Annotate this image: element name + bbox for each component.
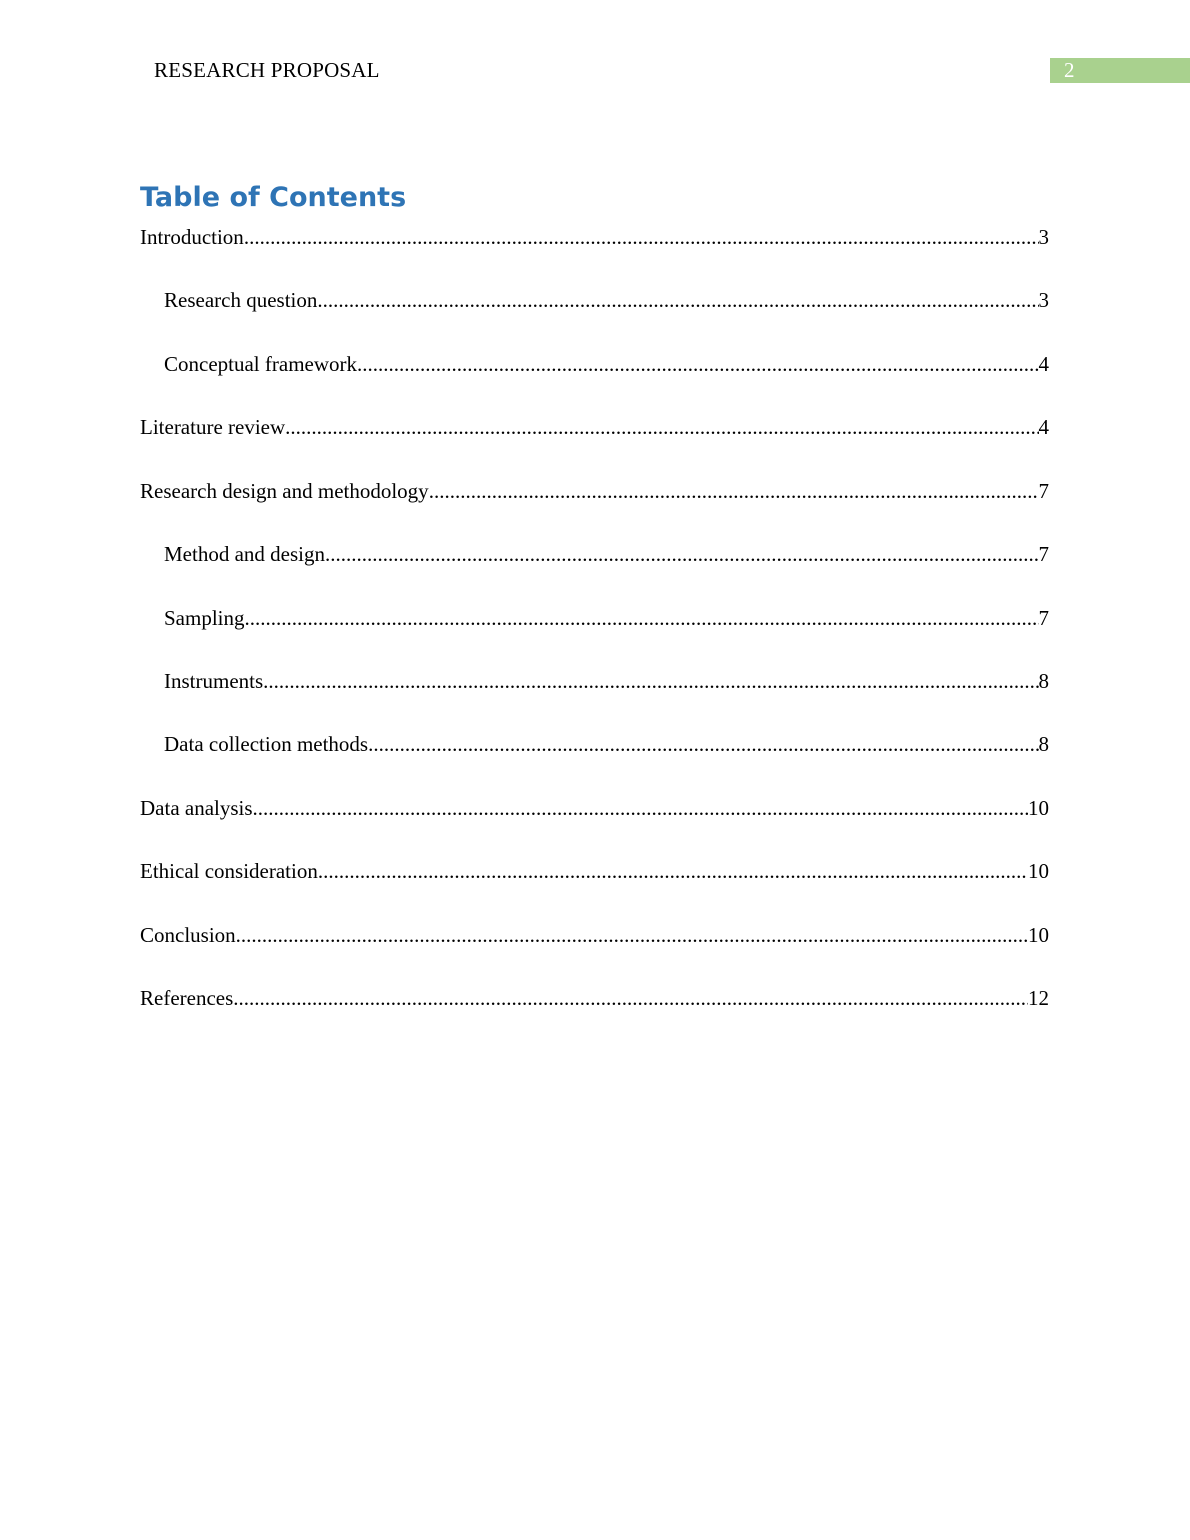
toc-entry-page: 7 [1038,479,1049,503]
toc-entry-label: Ethical consideration [140,859,318,883]
toc-entry-page: 7 [1038,542,1049,566]
toc-dot-leader [244,222,1039,252]
running-head: RESEARCH PROPOSAL [154,58,380,82]
toc-entry-page: 4 [1038,415,1049,439]
toc-title: Table of Contents [140,182,407,213]
toc-dot-leader [318,856,1028,886]
toc-entry-label: Research question [164,288,318,312]
toc-entry-data-analysis[interactable] [140,793,1049,823]
toc-dot-leader [236,920,1028,950]
toc-dot-leader [285,412,1038,442]
toc-entry-label: Conclusion [140,923,236,947]
toc-entry-ethical-consideration[interactable] [140,856,1049,886]
toc-dot-leader [429,476,1039,506]
toc-dot-leader [368,729,1038,759]
toc-entry-page: 8 [1038,732,1049,756]
toc-entry-page: 7 [1038,606,1049,630]
toc-dot-leader [233,983,1028,1013]
toc-entry-page: 8 [1038,669,1049,693]
toc-entry-conclusion[interactable] [140,920,1049,950]
toc-entry-page: 3 [1038,225,1049,249]
toc-entry-page: 4 [1038,352,1049,376]
toc-entry-research-design[interactable] [140,476,1049,506]
toc-entry-instruments[interactable] [164,666,1049,696]
toc-dot-leader [325,539,1039,569]
toc-entry-label: Literature review [140,415,286,439]
toc-entry-label: Data analysis [140,796,253,820]
toc-entry-page: 10 [1028,796,1049,820]
toc-entry-label: References [140,986,234,1010]
toc-entry-label: Research design and methodology [140,479,429,503]
toc-entry-research-question[interactable] [164,285,1049,315]
page-number: 2 [1064,58,1075,82]
page-number-badge [1050,58,1190,83]
toc-entry-introduction[interactable] [140,222,1049,252]
toc-entry-label: Sampling [164,606,245,630]
toc-entry-page: 12 [1028,986,1049,1010]
toc-entry-label: Conceptual framework [164,352,358,376]
toc-entry-page: 3 [1038,288,1049,312]
toc-entry-label: Instruments [164,669,264,693]
toc-entry-references[interactable] [140,983,1049,1013]
toc-entry-sampling[interactable] [164,603,1049,633]
toc-dot-leader [317,285,1038,315]
toc-entry-data-collection-methods[interactable] [164,729,1049,759]
toc-entry-label: Introduction [140,225,244,249]
toc-entry-conceptual-framework[interactable] [164,349,1049,379]
toc-entry-page: 10 [1028,859,1049,883]
toc-dot-leader [245,603,1039,633]
toc-dot-leader [263,666,1038,696]
toc-entry-literature-review[interactable] [140,412,1049,442]
toc-entry-label: Method and design [164,542,325,566]
toc-dot-leader [357,349,1038,379]
toc-dot-leader [253,793,1028,823]
toc-entry-label: Data collection methods [164,732,369,756]
toc-entry-page: 10 [1028,923,1049,947]
toc-entry-method-and-design[interactable] [164,539,1049,569]
